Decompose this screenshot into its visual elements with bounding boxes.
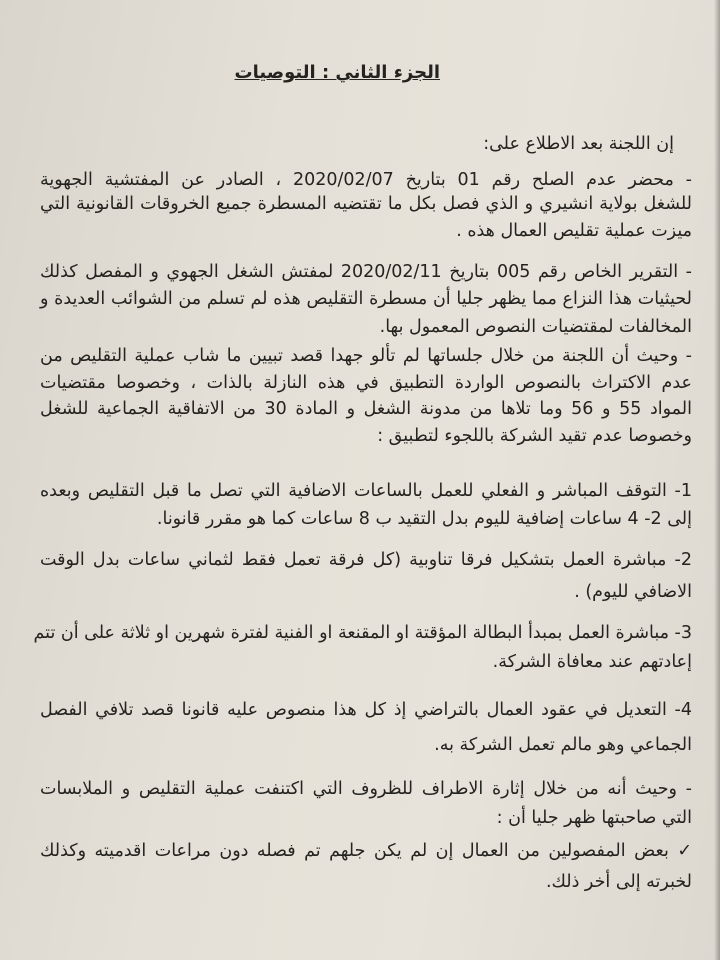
item-4-line-1: 4- التعديل في عقود العمال بالتراضي إذ كل هذا منصوص عليه قانونا قصد تلافي الفصل [40, 700, 692, 720]
paragraph-4-line-2: التي صاحبتها ظهر جليا أن : [496, 808, 692, 828]
paragraph-1-line-2: للشغل بولاية انشيري و الذي فصل بكل ما تقتضيه المسطرة جميع الخروقات القانونية التي [40, 194, 692, 214]
item-3-line-1: 3- مباشرة العمل بمبدأ البطالة المؤقتة او المقنعة او الفنية لفترة شهرين او ثلاثة على أن تتم [33, 623, 692, 643]
item-3-line-2: إعادتهم عند معافاة الشركة. [492, 652, 692, 672]
item-1-line-2: إلى 2- 4 ساعات إضافية لليوم بدل التقيد ب 8 ساعات كما هو مقرر قانونا. [156, 509, 692, 529]
paragraph-3-line-1: - وحيث أن اللجنة من خلال جلساتها لم تألو جهدا قصد تبيين ما شاب عملية التقليص من [40, 346, 692, 366]
item-4-line-2: الجماعي وهو مالم تعمل الشركة به. [434, 735, 692, 755]
item-2-line-2: الاضافي لليوم) . [574, 582, 692, 602]
paragraph-3-line-4: وخصوصا عدم تقيد الشركة باللجوء لتطبيق : [377, 426, 692, 446]
check-item-line-1: ✓ بعض المفصولين من العمال إن لم يكن جلهم تم فصله دون مراعات اقدميته وكذلك [40, 841, 692, 861]
paragraph-1-line-1: - محضر عدم الصلح رقم 01 بتاريخ 2020/02/07 ، الصادر عن المفتشية الجهوية [40, 170, 692, 190]
item-2-line-1: 2- مباشرة العمل بتشكيل فرقا تناوبية (كل فرقة تعمل فقط لثماني ساعات بدل الوقت [40, 550, 692, 570]
paragraph-3-line-3: المواد 55 و 56 وما تلاها من مدونة الشغل و المادة 30 من الاتفاقية الجماعية للشغل [40, 399, 692, 419]
item-1-line-1: 1- التوقف المباشر و الفعلي للعمل بالساعات الاضافية التي تصل ما قبل التقليص وبعده [40, 481, 692, 501]
paragraph-2-line-1: - التقرير الخاص رقم 005 بتاريخ 2020/02/11 لمفتش الشغل الجهوي و المفصل كذلك [40, 262, 692, 282]
paragraph-4-line-1: - وحيث أنه من خلال إثارة الاطراف للظروف التي اكتنفت عملية التقليص و الملابسات [40, 779, 692, 799]
page-edge-shadow [714, 0, 720, 960]
check-item-line-2: لخبرته إلى أخر ذلك. [545, 872, 692, 892]
paragraph-2-line-3: المخالفات لمقتضيات النصوص المعمول بها. [379, 317, 692, 337]
paragraph-3-line-2: عدم الاكتراث بالنصوص الواردة التطبيق في هذه النازلة بالذات ، وخصوصا مقتضيات [40, 373, 692, 393]
paragraph-2-line-2: لحيثيات هذا النزاع مما يظهر جليا أن مسطرة التقليص هذه لم تسلم من الشوائب العديدة و [40, 289, 692, 309]
section-title: الجزء الثاني : التوصيات [234, 62, 440, 83]
paragraph-1-line-3: ميزت عملية تقليص العمال هذه . [456, 221, 692, 241]
intro-line: إن اللجنة بعد الاطلاع على: [483, 134, 674, 154]
